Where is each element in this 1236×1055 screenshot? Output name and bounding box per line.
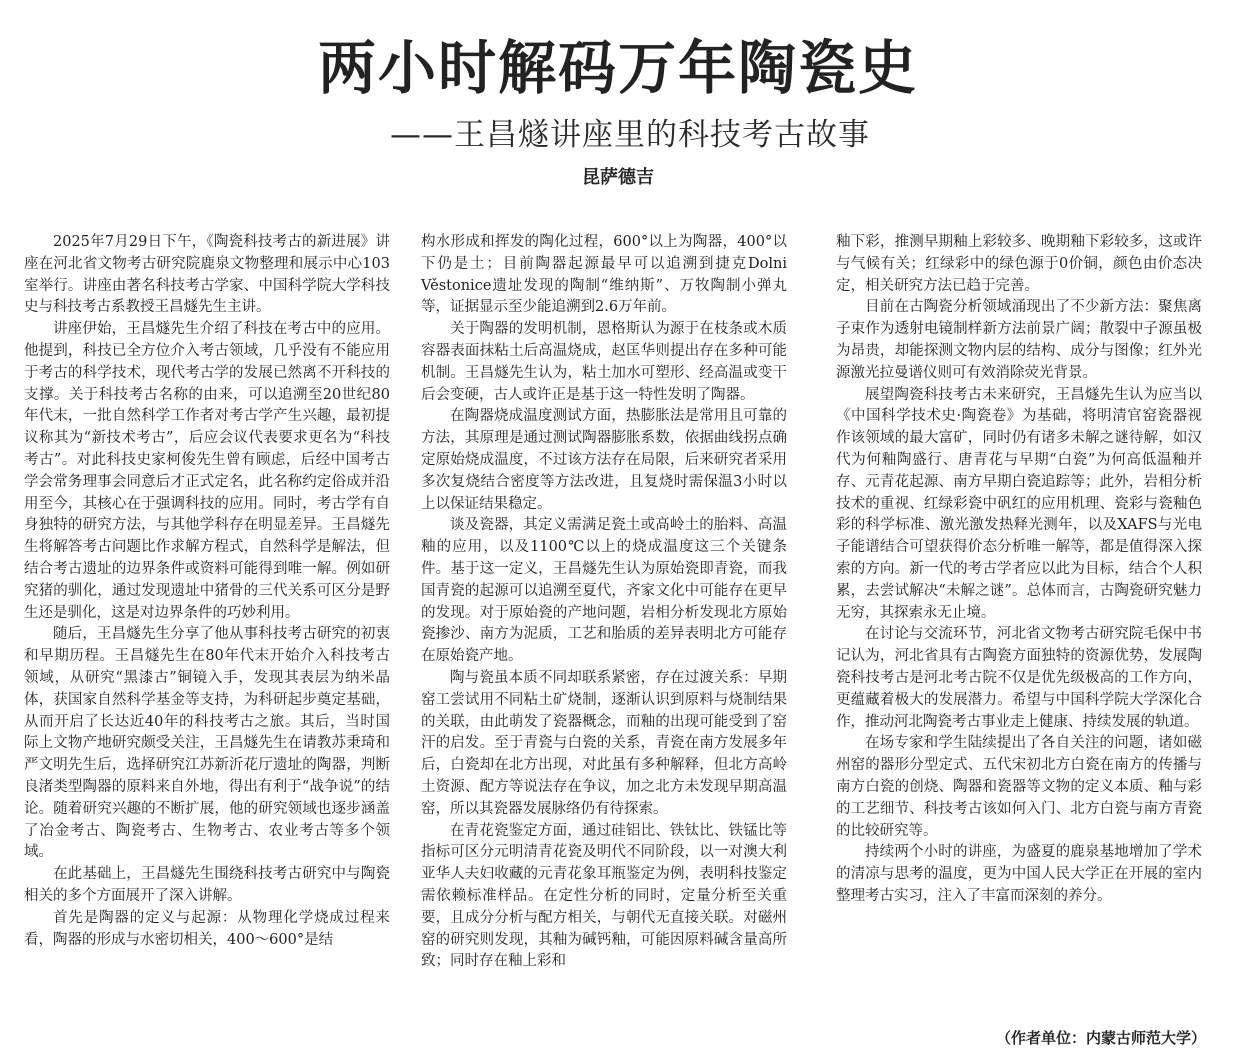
text-column-1 — [24, 232, 390, 1055]
paragraph: 在此基础上，王昌燧先生围绕科技考古研究中与陶瓷相关的多个方面展开了深入讲解。 — [24, 866, 390, 904]
article-subtitle: ——王昌燧讲座里的科技考古故事 — [390, 117, 870, 153]
article-title: 两小时解码万年陶瓷史 — [317, 34, 918, 102]
paragraph: 展望陶瓷科技考古未来研究，王昌燧先生认为应当以《中国科学技术史·陶瓷卷》为基础，将明清官窑瓷器视作该领域的最大富矿，同时仍有诸多未解之谜待解，如汉代为何釉陶盛行、唐青花与早期“白瓷”为何高低温釉并存、元青花起源、南方早期白瓷追踪等；此外，岩相分析技术的重视、红绿彩瓷中矾红的应用机理、瓷彩与瓷釉色彩的科学标准、激光激发热释光测年，以及XAFS与光电子能谱结合可望获得价态分析唯一解等，都是值得深入探索的方向。新一代的考古学者应以此为目标，结合个人积累，去尝试解决“未解之谜”。总体而言，古陶瓷研究魅力无穷，其探索永无止境。 — [836, 386, 1202, 621]
paragraph: 在陶器烧成温度测试方面，热膨胀法是常用且可靠的方法，其原理是通过测试陶器膨胀系数，依据曲线拐点确定原始烧成温度，不过该方法存在局限，后来研究者采用多次复烧结合密度等方法改进，且复烧时需保温3小时以上以保证结果稳定。 — [421, 408, 787, 512]
paragraph: 在青花瓷鉴定方面，通过硅铝比、铁钛比、铁锰比等指标可区分元明清青花瓷及明代不同阶段，以一对澳大利亚华人夫妇收藏的元青花象耳瓶鉴定为例，表明科技鉴定需依赖标准样品。在定性分析的同时，定量分析至关重要，且成分分析与配方相关，与朝代无直接关联。对磁州窑的研究则发现，其釉为碱钙釉，可能因原料碱含量高所致；同时存在釉上彩和 — [421, 822, 787, 970]
paragraph: 在场专家和学生陆续提出了各自关注的问题，诸如磁州窑的器形分型定式、五代宋初北方白瓷在南方的传播与南方白瓷的创烧、陶器和瓷器等文物的定义本质、釉与彩的工艺细节、科技考古该如何入门、北方白瓷与南方青瓷的比较研究等。 — [836, 735, 1202, 839]
paragraph: 讲座伊始，王昌燧先生介绍了科技在考古中的应用。他提到，科技已全方位介入考古领域，几乎没有不能应用于考古的科学技术，现代考古学的发展已然离不开科技的支撑。关于科技考古名称的由来，可以追溯至20世纪80年代末，一批自然科学工作者对考古学产生兴趣，最初提议称其为“新技术考古”，后应会议代表要求更名为“科技考古”。对此科技史家柯俊先生曾有顾虑，后经中国考古学会常务理事会同意后才正式定名，此名称约定俗成并沿用至今，其核心在于强调科技的应用。同时，考古学有自身独特的研究方法，与其他学科存在明显差异。王昌燧先生将解答考古问题比作求解方程式，自然科学是解法，但结合考古遗址的边界条件或资料可能得到唯一解。例如研究猪的驯化，通过发现遗址中猪骨的三代关系可区分是野生还是驯化，这是对边界条件的巧妙利用。 — [24, 321, 390, 621]
paragraph: 首先是陶器的定义与起源：从物理化学烧成过程来看，陶器的形成与水密切相关，400～600°是结 — [24, 909, 390, 948]
paragraph: 2025年7月29日下午，《陶瓷科技考古的新进展》讲座在河北省文物考古研究院鹿泉文物整理和展示中心103室举行。讲座由著名科技考古学家、中国科学院大学科技史与科技考古系教授王昌燧先生主讲。 — [24, 234, 390, 316]
paragraph: 随后，王昌燧先生分享了他从事科技考古研究的初衷和早期历程。王昌燧先生在80年代末开始介入科技考古领域，从研究“黑漆古”铜镜入手，发现其表层为纳米晶体，获国家自然科学基金等支持，为科研起步奠定基础，从而开启了长达近40年的科技考古之旅。其后，当时国际上文物产地研究颇受关注，王昌燧先生在请教苏秉琦和严文明先生后，选择研究江苏新沂花厅遗址的陶器，判断良渚类型陶器的原料来自外地，得出有利于“战争说”的结论。随着研究兴趣的不断扩展，他的研究领域也逐步涵盖了冶金考古、陶瓷考古、生物考古、农业考古等多个领域。 — [24, 626, 390, 861]
paragraph: 目前在古陶瓷分析领域涌现出了不少新方法：聚焦离子束作为透射电镜制样新方法前景广阔；散裂中子源虽极为昂贵，却能探测文物内层的结构、成分与图像；红外光源激光拉曼谱仪则可有效消除荧光背景。 — [836, 299, 1202, 381]
paragraph: 持续两个小时的讲座，为盛夏的鹿泉基地增加了学术的清凉与思考的温度，更为中国人民大学正在开展的室内整理考古实习，注入了丰富而深刻的养分。 — [836, 844, 1202, 904]
article-author: 昆萨德吉 — [582, 167, 654, 188]
paragraph: 关于陶器的发明机制，恩格斯认为源于在枝条或木质容器表面抹粘土后高温烧成，赵匡华则提出存在多种可能机制。王昌燧先生认为，粘土加水可塑形、经高温或变干后会变硬，古人或许正是基于这一特性发明了陶器。 — [421, 321, 787, 403]
text-column-3 — [836, 232, 1202, 1055]
text-column-2 — [421, 232, 787, 1055]
paragraph-continued: 釉下彩，推测早期釉上彩较多、晚期釉下彩较多，这或许与气候有关；红绿彩中的绿色源于0价铜，颜色由价态决定，相关研究方法已趋于完善。 — [836, 234, 1202, 294]
paragraph: 谈及瓷器，其定义需满足瓷土或高岭土的胎料、高温釉的应用，以及1100℃以上的烧成温度这三个关键条件。基于这一定义，王昌燧先生认为原始瓷即青瓷，而我国青瓷的起源可以追溯至夏代，齐家文化中可能存在更早的发现。对于原始瓷的产地问题，岩相分析发现北方原始瓷掺沙、南方为泥质，工艺和胎质的差异表明北方可能存在原始瓷产地。 — [421, 517, 787, 665]
paragraph: 在讨论与交流环节，河北省文物考古研究院毛保中书记认为，河北省具有古陶瓷方面独特的资源优势，发展陶瓷科技考古是河北考古院不仅是优先级极高的工作方向，更蕴藏着极大的发展潜力。希望与中国科学院大学深化合作，推动河北陶瓷考古事业走上健康、持续发展的轨道。 — [836, 626, 1202, 730]
paragraph-continued: 构水形成和挥发的陶化过程，600°以上为陶器，400°以下仍是土；目前陶器起源最早可以追溯到捷克Dolni Věstonice遗址发现的陶制“维纳斯”、万牧陶制小弹丸等，证据显示至少能追溯到2.6万年前。 — [421, 234, 787, 316]
paragraph: 陶与瓷虽本质不同却联系紧密，存在过渡关系：早期窑工尝试用不同粘土矿烧制，逐渐认识到原料与烧制结果的关联，由此萌发了瓷器概念，而釉的出现可能受到了窑汗的启发。至于青瓷与白瓷的关系，青瓷在南方发展多年后，白瓷却在北方出现，对此虽有多种解释，但北方高岭土资源、配方等说法存在争议，加之北方未发现早期高温窑，所以其瓷器发展脉络仍有待探索。 — [421, 669, 787, 817]
author-affiliation: （作者单位：内蒙古师范大学） — [995, 1029, 1206, 1047]
